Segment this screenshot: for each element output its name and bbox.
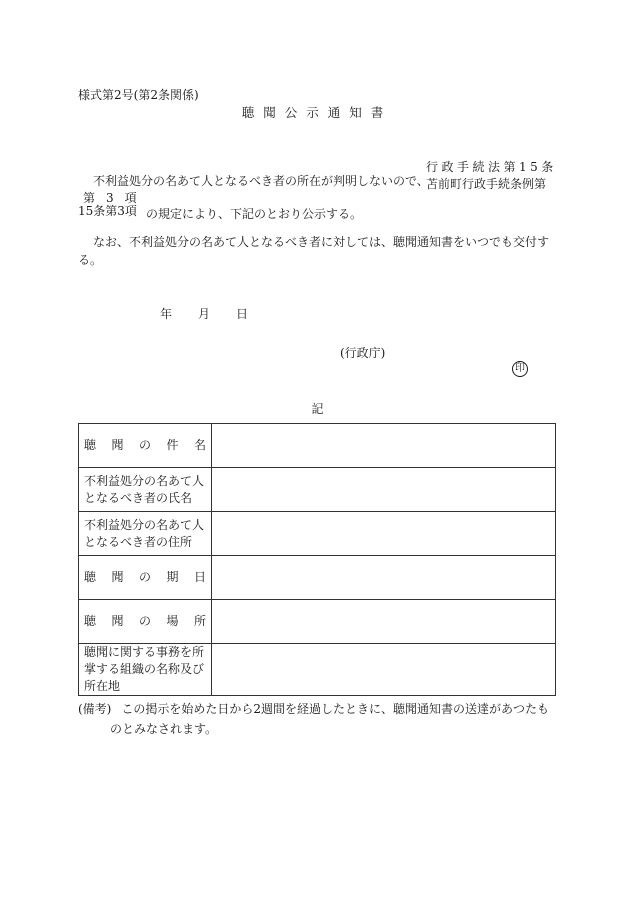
- law-option-a: 行政手続法第15条: [426, 160, 557, 174]
- row-value-hearing-subject[interactable]: [212, 424, 556, 468]
- paragraph-1-end: の規定により、下記のとおり公示する。: [146, 207, 363, 221]
- label-char: の: [138, 438, 151, 452]
- law-option-b: 苫前町行政手続条例第: [426, 177, 547, 191]
- table-row: [79, 600, 556, 644]
- table-row: [79, 556, 556, 600]
- row-label-recipient-name: 不利益処分の名あて人となるべき者の氏名: [79, 468, 212, 512]
- document-title: 聴聞公示通知書: [241, 105, 393, 120]
- row-value-recipient-name[interactable]: [212, 468, 556, 512]
- label-char: 日: [193, 570, 206, 584]
- label-char: の: [138, 570, 151, 584]
- row-label-hearing-subject: [79, 424, 212, 468]
- row-label-recipient-address: 不利益処分の名あて人となるべき者の住所: [79, 512, 212, 556]
- row-value-hearing-date[interactable]: [212, 556, 556, 600]
- row-label-hearing-date: [79, 556, 212, 600]
- label-char: 聞: [111, 438, 124, 452]
- row-value-hearing-place[interactable]: [212, 600, 556, 644]
- date-day: 日: [236, 307, 249, 321]
- label-char: 聴: [84, 438, 97, 452]
- table-row: [79, 424, 556, 468]
- note-text-1: この掲示を始めた日から2週間を経過したときに、聴聞通知書の送達があつたも: [121, 702, 550, 716]
- paragraph-2-line-2: る。: [78, 253, 103, 267]
- note-line-1: [78, 700, 549, 717]
- row-label-hearing-place: [79, 600, 212, 644]
- table-row: [79, 512, 556, 556]
- label-char: 聞: [111, 570, 124, 584]
- paragraph-2-line-1: なお、不利益処分の名あて人となるべき者に対しては、聴聞通知書をいつでも交付す: [93, 235, 550, 249]
- label-char: 期: [166, 570, 179, 584]
- ki-heading: 記: [311, 402, 324, 416]
- label-char: の: [138, 614, 151, 628]
- law-options: [426, 159, 557, 193]
- label-char: 聴: [84, 570, 97, 584]
- details-table: [78, 423, 556, 696]
- note-line-2: のとみなされます。: [110, 722, 218, 736]
- note-label: (備考): [78, 702, 112, 716]
- date-line: [160, 305, 248, 322]
- row-label-responsible-organization: 聴聞に関する事務を所掌する組織の名称及び所在地: [79, 644, 212, 696]
- table-row: [79, 644, 556, 696]
- label-char: 件: [166, 438, 179, 452]
- date-month: 月: [198, 307, 211, 321]
- clause-options: [78, 192, 148, 218]
- label-char: 所: [193, 614, 206, 628]
- paragraph-1-start: 不利益処分の名あて人となるべき者の所在が判明しないので、: [93, 174, 429, 188]
- seal-mark: 印: [512, 361, 528, 377]
- table-row: [79, 468, 556, 512]
- label-char: 場: [166, 614, 179, 628]
- row-value-recipient-address[interactable]: [212, 512, 556, 556]
- label-char: 聴: [84, 614, 97, 628]
- issuing-agency: (行政庁): [340, 346, 386, 360]
- clause-option-a: 第3項: [83, 191, 148, 205]
- date-year: 年: [160, 307, 173, 321]
- clause-option-b: 15条第3項: [78, 204, 137, 218]
- row-value-responsible-organization[interactable]: [212, 644, 556, 696]
- label-char: 聞: [111, 614, 124, 628]
- form-number-label: 様式第2号(第2条関係): [78, 88, 199, 102]
- label-char: 名: [193, 438, 206, 452]
